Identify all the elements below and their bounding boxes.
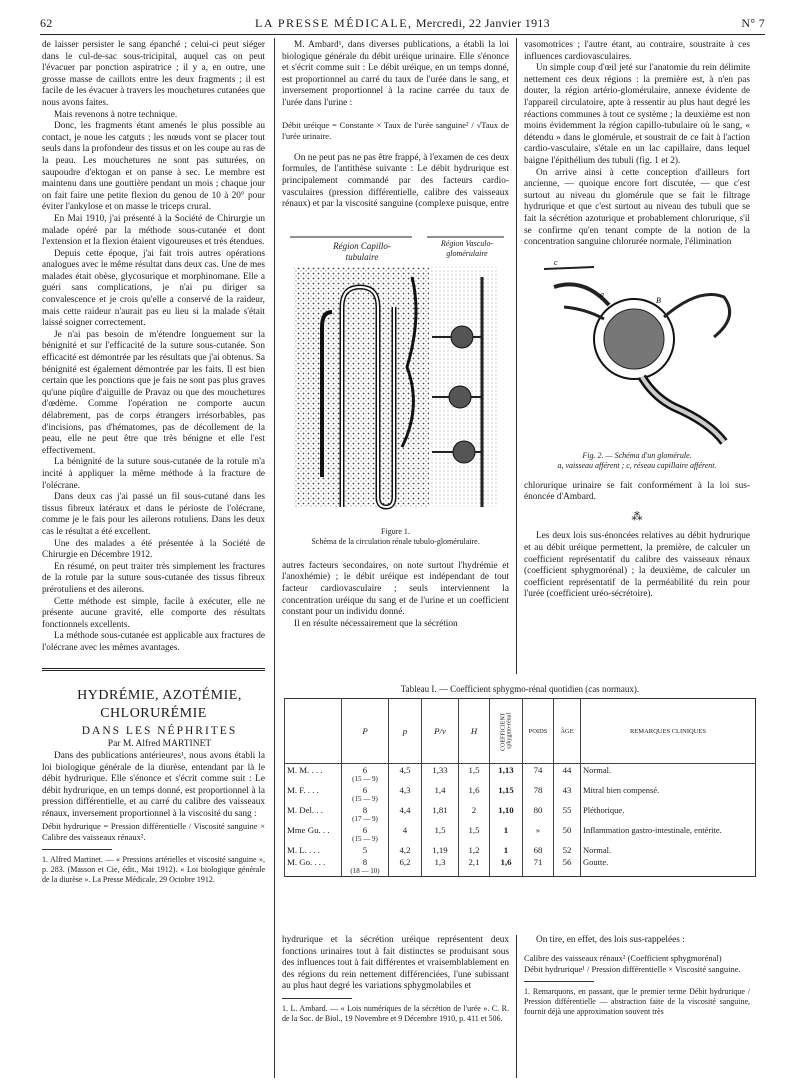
figure-2-legend: a, vaisseau afférent ; c, réseau capillaire afférent. bbox=[557, 461, 717, 471]
paragraph: On arrive ainsi à cette conception d'ailleurs fort ancienne, — quoique encore fort discutée, — que c'est surtout au niveau du glomérule que se fait le filtrage hydrurique et que c'est surtout au niveau des tubuli que se fait la sécrétion azoturique et probablement chlorurique, s'il se confirme qu'en tenant compte de la notion de la concentration sanguine chlorurée normale, l'élimination bbox=[524, 167, 750, 248]
paragraph: Mais revenons à notre technique. bbox=[54, 109, 178, 120]
cell-P: 8 (17 — 9) bbox=[342, 804, 389, 824]
cell-age: 55 bbox=[554, 804, 581, 824]
column-divider bbox=[274, 38, 275, 1078]
formula-debit: Débit hydrurique¹ / Pression différentielle × Viscosité sanguine. bbox=[524, 964, 741, 975]
cell-Pv: 1,33 bbox=[422, 764, 459, 785]
formula-calibre: Calibre des vaisseaux rénaux² (Coefficient sphygmorénal) bbox=[524, 952, 722, 963]
figure-1 bbox=[282, 217, 509, 549]
paragraph: autres facteurs secondaires, on note surtout l'hydrémie et l'anoxhémie) ; le débit uréique est indépendant de tout facteur cardiovasculaire ; seuls interviennent la concentration uréique du sang et de l'urine et un coefficient constant pour un individu donné. bbox=[282, 560, 509, 618]
footnote: 1. Remarquons, en passant, que le premier terme Débit hydrurique / Pression différentielle — abstraction faite de la viscosité sanguine, fournit déjà une approximation souvent très bbox=[524, 986, 750, 1016]
column-1 bbox=[42, 40, 265, 885]
table-header: P bbox=[342, 699, 389, 764]
cell-H: 2,1 bbox=[459, 856, 490, 877]
cell-v: 6,2 bbox=[389, 856, 422, 877]
article-byline: Par M. Alfred MARTINET bbox=[107, 739, 212, 750]
footnote: 1. Alfred Martinet. — « Pressions artérielles et viscosité sanguine », p. 283. (Masson et Cie, édit., Mai 1912). « Loi biologique générale de la diurèse ». La Presse Médicale, 29 Octobre 1912. bbox=[42, 854, 265, 884]
cell-v: 4,3 bbox=[389, 784, 422, 804]
paragraph: Dans des publications antérieures¹, nous avons établi la loi biologique générale de la diurèse, entendant par là le débit hydrurique. Elle s'énonce et s'écrit comme suit : Le débit hydrurique, en un temps donné, est proportionnel à la pression différentielle, et au carré du calibre des vaisseaux rénaux, inversement proportionnel à la viscosité du sang : bbox=[42, 751, 265, 820]
cell-poids: 68 bbox=[523, 844, 554, 856]
cell-name: M. Go. . . . bbox=[285, 856, 342, 877]
cell-age: 56 bbox=[554, 856, 581, 877]
cell-v: 4 bbox=[389, 824, 422, 844]
cell-coef: 1,6 bbox=[490, 856, 523, 877]
cell-remarks: Pléthorique. bbox=[581, 804, 756, 824]
cell-name: M. L. . . . bbox=[285, 844, 342, 856]
paragraph: Les deux lois sus-énoncées relatives au débit hydrurique et au débit uréique permettent, la première, de calculer un coefficient représentatif du calibre des vaisseaux rénaux (coefficient sphygmorénal) ; la deuxième, de calculer un coefficient représentatif de la perméabilité du rein pour l'urée (coefficient uréo-sécrétoire). bbox=[524, 531, 750, 600]
column-divider bbox=[516, 38, 517, 674]
paragraph: Donc, les fragments étant amenés le plus possible au contact, je noue les catguts ; les nœuds vont se placer tout seuls dans la profondeur des tissus et on les coupe au ras de la peau. Les mouchetures ne sont pas suturées, on saupoudre d'ektogan et on panse à sec. Le membre est maintenu dans une gouttière pendant un mois ; chaque jour on fait faire une petite flexion du genou de 10 à 20° pour éviter l'ankylose et on masse le triceps crural. bbox=[42, 121, 265, 213]
cell-name: M. F. . . . bbox=[285, 784, 342, 804]
cell-Pv: 1,5 bbox=[422, 824, 459, 844]
column-3-continued bbox=[524, 935, 750, 1017]
header-rule bbox=[40, 34, 765, 35]
table-row bbox=[285, 856, 756, 877]
paragraph: vasomotrices ; l'autre étant, au contraire, soustraite à ces influences cardiovasculaires. bbox=[524, 40, 750, 62]
paragraph: chlorurique urinaire se fait conformément à la loi sus-énoncée d'Ambard. bbox=[524, 480, 750, 503]
cell-Pv: 1,4 bbox=[422, 784, 459, 804]
cell-P: 6 (15 — 9) bbox=[342, 784, 389, 804]
cell-v: 4,4 bbox=[389, 804, 422, 824]
table-header: REMARQUES CLINIQUES bbox=[581, 699, 756, 764]
figure-caption: Schéma de la circulation rénale tubulo-glomérulaire. bbox=[311, 537, 480, 547]
cell-poids: 78 bbox=[523, 784, 554, 804]
cell-P: 6 (15 — 9) bbox=[342, 764, 389, 785]
article-title: HYDRÉMIE, AZOTÉMIE, CHLORURÉMIE bbox=[77, 688, 242, 722]
column-2-continued bbox=[282, 935, 509, 1024]
svg-text:B: B bbox=[656, 295, 661, 305]
table-header: H bbox=[459, 699, 490, 764]
paragraph: Un simple coup d'œil jeté sur l'anatomie du rein délimite nettement ces deux régions : la première est, à n'en pas douter, la région artério-glomérulaire, annexe évidente de l'appareil circulatoire, apte à ressentir au plus haut degré les réactions communes à tout ce système ; la deuxième est non moins évidemment la région capillo-tubulaire où le sang, « détendu » dans le glomérule, et soustrait de ce fait à l'action cardio-vasculaire, s'étale en un lac capillaire, dans lequel baigne l'épithélium des tubuli (fig. 1 et 2). bbox=[524, 63, 750, 166]
figure-label-right: Région Vasculo-glomérulaire bbox=[440, 238, 494, 258]
table-header: P/v bbox=[422, 699, 459, 764]
cell-coef: 1 bbox=[490, 844, 523, 856]
cell-coef: 1,10 bbox=[490, 804, 523, 824]
figure-number: Figure 1. bbox=[381, 527, 410, 537]
table-header: ÂGE bbox=[554, 699, 581, 764]
table-row bbox=[285, 804, 756, 824]
svg-text:c: c bbox=[554, 257, 558, 267]
cell-coef: 1 bbox=[490, 824, 523, 844]
cell-remarks: Inflammation gastro-intestinale, entérite. bbox=[581, 824, 756, 844]
paragraph: de laisser persister le sang épanché ; celui-ci peut siéger dans le cul-de-sac sous-tricipital, auquel cas on peut l'évacuer par ponction aspiratrice ; il y a, en outre, une grosse masse de caillots entre les deux fragments ; il est facile de les évacuer à travers les mouchetures cutanées que nous avons faites. bbox=[42, 40, 265, 108]
figure-2-caption: Fig. 2. — Schéma d'un glomérule. bbox=[582, 451, 692, 461]
cell-Pv: 1,19 bbox=[422, 844, 459, 856]
cell-age: 50 bbox=[554, 824, 581, 844]
paragraph: En résumé, on peut traiter très simplement les fractures de la rotule par la suture sous-cutanée des tissus fibreux prérotuliens et des ailerons. bbox=[42, 561, 265, 595]
separator-asterisks: ⁂ bbox=[631, 510, 643, 523]
cell-remarks: Normal. bbox=[581, 764, 756, 785]
cell-Pv: 1,81 bbox=[422, 804, 459, 824]
paragraph: Il en résulte nécessairement que la sécrétion bbox=[294, 618, 458, 629]
cell-poids: 74 bbox=[523, 764, 554, 785]
paragraph: Depuis cette époque, j'ai fait trois autres opérations analogues avec le même résultat dans deux cas. Une de mes malades était obèse, glycosurique et morphinomane. Elle a guéri sans complications, je n'ai pu diriger sa convalescence et je crois qu'elle a conservé de la raideur, mais cette raideur n'aurait pas eu lieu si la malade s'était laissé soigner correctement. bbox=[42, 248, 265, 329]
paragraph: M. Ambard¹, dans diverses publications, a établi la loi biologique générale du débit uréique urinaire. Elle s'énonce et s'écrit comme suit : Le débit uréique, en un temps donné, est proportionnel au carré du taux de l'urée dans le sang, et inversement proportionnel à la racine carrée du taux de l'urée dans l'urine : bbox=[282, 40, 509, 108]
cell-remarks: Goutte. bbox=[581, 856, 756, 877]
cell-H: 1,2 bbox=[459, 844, 490, 856]
cell-age: 44 bbox=[554, 764, 581, 785]
svg-text:a: a bbox=[600, 289, 604, 299]
cell-poids: 80 bbox=[523, 804, 554, 824]
paragraph: Une des malades a été présentée à la Société de Chirurgie en Décembre 1912. bbox=[42, 538, 265, 561]
table-header: COEFFICIENT sphygmo-rénal bbox=[490, 699, 523, 764]
table-row bbox=[285, 844, 756, 856]
footnote-rule bbox=[282, 998, 352, 999]
table-header-row bbox=[285, 699, 756, 764]
paragraph: La méthode sous-cutanée est applicable aux fractures de l'olécrane avec les mêmes avantages. bbox=[42, 631, 265, 653]
data-table bbox=[284, 698, 756, 877]
column-2 bbox=[282, 40, 509, 630]
paragraph: On tire, en effet, des lois sus-rappelées : bbox=[536, 935, 685, 945]
cell-name: M. M. . . . bbox=[285, 764, 342, 785]
paragraph: Je n'ai pas besoin de m'étendre longuement sur la bénignité et sur l'efficacité de la suture sous-cutanée. Son efficacité est démontrée par les résultats que j'ai obtenus. Sa bénignité est également démontrée par les faits. Il est bien certain que les ponctions que je fais ne sont pas plus graves qu'une piqûre d'aiguille de Pravaz ou que des mouchetures d'œdème. Comme l'opération ne comporte aucun délabrement, pas de corps étrangers irrésorbables, pas d'incisions, pas d'hématomes, pas de décollement de la peau, elle ne peut être que très bénigne et elle l'est effectivement. bbox=[42, 329, 265, 456]
cell-v: 4,5 bbox=[389, 764, 422, 785]
cell-P: 6 (15 — 9) bbox=[342, 824, 389, 844]
cell-age: 52 bbox=[554, 844, 581, 856]
table-header: p bbox=[389, 699, 422, 764]
table-row bbox=[285, 764, 756, 785]
cell-poids: 71 bbox=[523, 856, 554, 877]
paragraph: Cette méthode est simple, facile à exécuter, elle ne présente aucune gravité, elle comporte des résultats fonctionnels excellents. bbox=[42, 596, 265, 630]
cell-name: M. Del. . . bbox=[285, 804, 342, 824]
cell-H: 1,5 bbox=[459, 824, 490, 844]
footnote: 1. L. Ambard. — « Lois numériques de la sécrétion de l'urée ». C. R. de la Soc. de Biol., 19 Novembre et 9 Décembre 1910, p. 411 et 506. bbox=[282, 1003, 509, 1023]
column-3 bbox=[524, 40, 750, 601]
cell-coef: 1,15 bbox=[490, 784, 523, 804]
cell-H: 2 bbox=[459, 804, 490, 824]
table-row bbox=[285, 824, 756, 844]
paragraph: On ne peut pas ne pas être frappé, à l'examen de ces deux formules, de l'antithèse suivante : Le débit hydrurique est principalement commandé par des facteurs cardio-vasculaires (pression différentielle, calibre des vaisseaux rénaux) et par la viscosité sanguine (complexe puisque, entre bbox=[282, 152, 509, 210]
cell-age: 43 bbox=[554, 784, 581, 804]
cell-Pv: 1,3 bbox=[422, 856, 459, 877]
cell-remarks: Mitral bien compensé. bbox=[581, 784, 756, 804]
cell-H: 1,6 bbox=[459, 784, 490, 804]
article-subtitle: DANS LES NÉPHRITES bbox=[81, 725, 238, 738]
cell-P: 5 bbox=[342, 844, 389, 856]
footnote-rule bbox=[524, 981, 594, 982]
cell-H: 1,5 bbox=[459, 764, 490, 785]
journal-title: LA PRESSE MÉDICALE, Mercredi, 22 Janvier 1913 bbox=[255, 16, 550, 30]
figure-label-left: Région Capillo-tubulaire bbox=[333, 240, 391, 262]
issue-number: N° 7 bbox=[741, 16, 765, 30]
section-rule bbox=[42, 668, 265, 671]
footnote-rule bbox=[42, 849, 112, 850]
paragraph: La bénignité de la suture sous-cutanée de la rotule m'a incité à appliquer la même méthode à la fracture de l'olécrane. bbox=[42, 457, 265, 491]
paragraph: Dans deux cas j'ai passé un fil sous-cutané dans les tissus fibreux latéraux et dans le périoste de l'olécrane, comme je le fais pour les ailerons rotuliens. Dans les deux cas le résultat a été excellent. bbox=[42, 492, 265, 537]
cell-remarks: Normal. bbox=[581, 844, 756, 856]
paragraph: En Mai 1910, j'ai présenté à la Société de Chirurgie un malade opéré par la méthode sous-cutanée et dont l'extension et la flexion étaient vigoureuses et très étendues. bbox=[42, 213, 265, 248]
table-header bbox=[285, 699, 342, 764]
table-title: Tableau I. — Coefficient sphygmo-rénal quotidien (cas normaux). bbox=[400, 684, 640, 694]
cell-v: 4,2 bbox=[389, 844, 422, 856]
cell-name: Mme Gu. . . bbox=[285, 824, 342, 844]
table-header: POIDS bbox=[523, 699, 554, 764]
table-row bbox=[285, 784, 756, 804]
paragraph: hydrurique et la sécrétion uréique représentent deux fonctions urinaires tout à fait distinctes se produisant sous des influences tout à fait différentes et vraisemblablement en des régions du rein nettement différenciées, l'une subissant au plus haut degré les variations sphygmolabiles et bbox=[282, 935, 509, 992]
cell-coef: 1,13 bbox=[490, 764, 523, 785]
formula-hydrurique: Débit hydrurique = Pression différentielle / Viscosité sanguine × Calibre des vaisseaux rénaux². bbox=[42, 820, 265, 843]
cell-poids: » bbox=[523, 824, 554, 844]
glomerulus-diagram bbox=[524, 257, 750, 447]
figure-2 bbox=[524, 257, 750, 477]
formula-ureique: Débit uréique = Constante × Taux de l'urée sanguine² / √Taux de l'urée urinaire. bbox=[282, 119, 509, 142]
cell-P: 8 (18 — 10) bbox=[342, 856, 389, 877]
page-number: 62 bbox=[40, 16, 53, 30]
column-divider bbox=[516, 935, 517, 1078]
